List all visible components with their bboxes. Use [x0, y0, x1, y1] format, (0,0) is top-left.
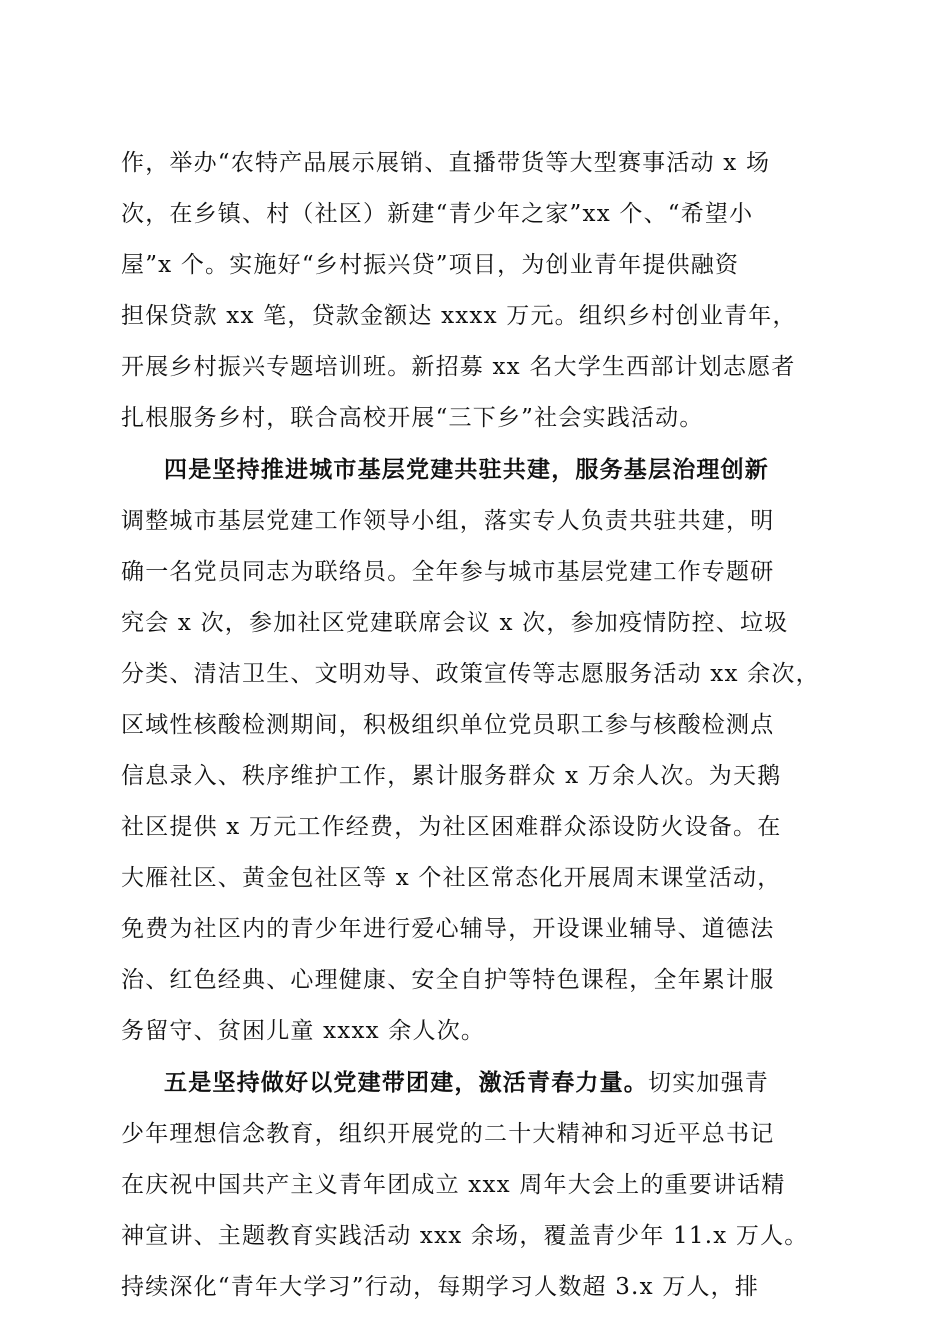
paragraph-line: 大雁社区、黄金包社区等 x 个社区常态化开展周末课堂活动，: [121, 865, 782, 891]
paragraph-line: 确一名党员同志为联络员。全年参与城市基层党建工作专题研: [121, 559, 775, 585]
paragraph-line: 开展乡村振兴专题培训班。新招募 xx 名大学生西部计划志愿者: [121, 354, 796, 380]
paragraph-line: 调整城市基层党建工作领导小组，落实专人负责共驻共建，明: [121, 508, 775, 534]
paragraph-line: 分类、清洁卫生、文明劝导、政策宣传等志愿服务活动 xx 余次，: [121, 661, 820, 687]
paragraph-line: 信息录入、秩序维护工作，累计服务群众 x 万余人次。为天鹅: [121, 763, 782, 789]
paragraph-line: 务留守、贫困儿童 xxxx 余人次。: [121, 1018, 486, 1044]
paragraph-line: 社区提供 x 万元工作经费，为社区困难群众添设防火设备。在: [121, 814, 782, 840]
section-heading-4: 四是坚持推进城市基层党建共驻共建，服务基层治理创新: [164, 456, 769, 483]
paragraph-line: 扎根服务乡村，联合高校开展“三下乡”社会实践活动。: [121, 405, 704, 431]
paragraph-line: 作，举办“农特产品展示展销、直播带货等大型赛事活动 x 场: [121, 150, 771, 176]
paragraph-line: 担保贷款 xx 笔，贷款金额达 xxxx 万元。组织乡村创业青年，: [121, 303, 797, 329]
paragraph-line: 少年理想信念教育，组织开展党的二十大精神和习近平总书记: [121, 1121, 775, 1147]
paragraph-line: 治、红色经典、心理健康、安全自护等特色课程，全年累计服: [121, 967, 775, 993]
paragraph-line: 在庆祝中国共产主义青年团成立 xxx 周年大会上的重要讲话精: [121, 1172, 786, 1198]
paragraph-text: 切实加强青: [648, 1070, 769, 1096]
paragraph-line: 神宣讲、主题教育实践活动 xxx 余场，覆盖青少年 11.x 万人。: [121, 1223, 809, 1249]
paragraph-line: 持续深化“青年大学习”行动，每期学习人数超 3.x 万人，排: [121, 1274, 760, 1300]
paragraph-line: 区域性核酸检测期间，积极组织单位党员职工参与核酸检测点: [121, 712, 775, 738]
section-heading-5: 五是坚持做好以党建带团建，激活青春力量。: [164, 1069, 648, 1096]
paragraph-line: 次，在乡镇、村（社区）新建“青少年之家”xx 个、“希望小: [121, 201, 754, 227]
paragraph-line: 免费为社区内的青少年进行爱心辅导，开设课业辅导、道德法: [121, 916, 775, 942]
paragraph-line: 究会 x 次，参加社区党建联席会议 x 次，参加疫情防控、垃圾: [121, 610, 789, 636]
paragraph-line: [164, 1068, 831, 1098]
paragraph-line: 屋”x 个。实施好“乡村振兴贷”项目，为创业青年提供融资: [121, 252, 740, 278]
